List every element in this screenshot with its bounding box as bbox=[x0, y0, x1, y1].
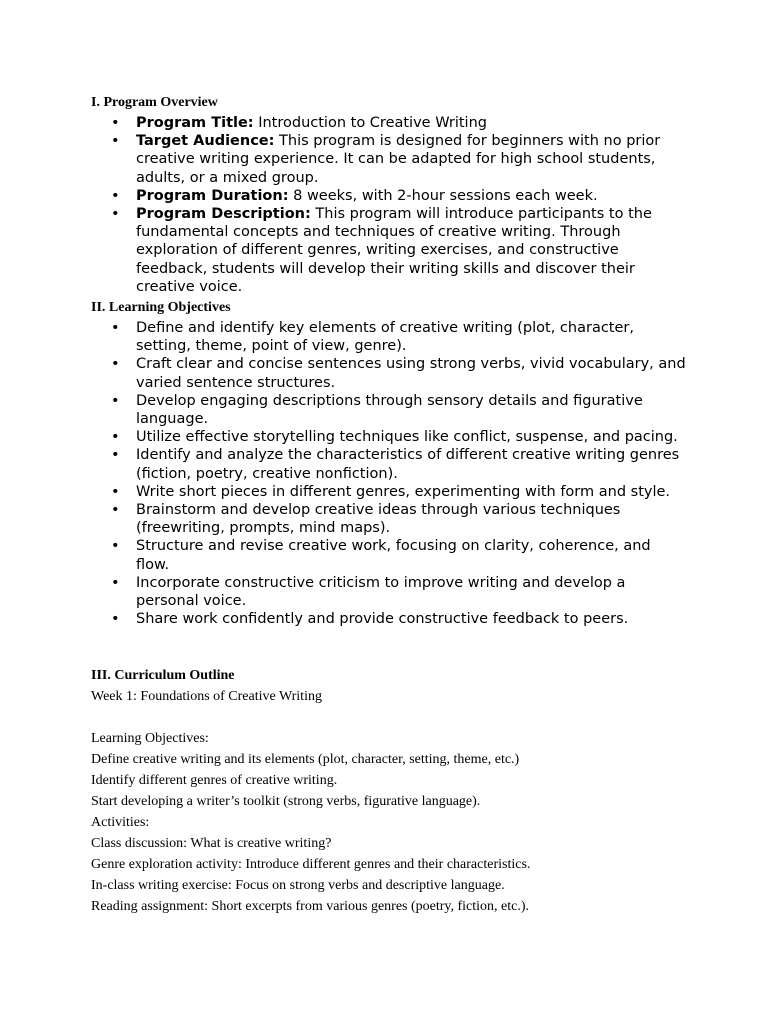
list-item bbox=[108, 501, 688, 537]
objective-line: Identify different genres of creative writing. bbox=[91, 773, 338, 788]
bullet-icon: • bbox=[111, 187, 120, 204]
bullet-icon: • bbox=[111, 115, 120, 131]
bullet-icon: • bbox=[111, 447, 120, 464]
activity-line: In-class writing exercise: Focus on strong verbs and descriptive language. bbox=[91, 878, 505, 893]
blank-line bbox=[91, 709, 711, 730]
bullet-icon: • bbox=[111, 538, 120, 555]
list-item bbox=[108, 355, 688, 391]
bullet-icon: • bbox=[111, 574, 120, 591]
item-text: Craft clear and concise sentences using strong verbs, vivid vocabulary, and varied sentence structures. bbox=[136, 356, 686, 391]
item-label: Target Audience: bbox=[136, 133, 275, 150]
section-heading-curriculum: III. Curriculum Outline bbox=[91, 668, 235, 683]
item-text: Introduction to Creative Writing bbox=[253, 115, 487, 131]
item-text: Define and identify key elements of creative writing (plot, character, setting, theme, point of view, genre). bbox=[136, 320, 634, 355]
list-item bbox=[108, 205, 688, 296]
objective-line: Start developing a writer’s toolkit (strong verbs, figurative language). bbox=[91, 794, 481, 809]
section-heading-overview: I. Program Overview bbox=[91, 95, 218, 110]
list-item bbox=[108, 537, 688, 573]
bullet-icon: • bbox=[111, 502, 120, 519]
list-item bbox=[108, 392, 688, 428]
objectives-list bbox=[108, 319, 688, 628]
item-text: Incorporate constructive criticism to improve writing and develop a personal voice. bbox=[136, 574, 626, 610]
list-item bbox=[108, 187, 688, 205]
bullet-icon: • bbox=[111, 356, 120, 373]
item-text: Develop engaging descriptions through sensory details and figurative language. bbox=[136, 392, 643, 428]
activity-line: Genre exploration activity: Introduce different genres and their characteristics. bbox=[91, 857, 531, 872]
bullet-icon: • bbox=[111, 133, 120, 150]
bullet-icon: • bbox=[111, 320, 120, 336]
item-text: Structure and revise creative work, focusing on clarity, coherence, and flow. bbox=[136, 538, 651, 573]
list-item bbox=[108, 610, 688, 628]
item-text: Write short pieces in different genres, experimenting with form and style. bbox=[136, 483, 671, 500]
list-item bbox=[108, 483, 688, 501]
item-text: Identify and analyze the characteristics of different creative writing genres (fiction, poetry, creative nonfiction). bbox=[136, 447, 680, 482]
item-label: Program Duration: bbox=[136, 187, 289, 204]
list-item bbox=[108, 132, 688, 187]
bullet-icon: • bbox=[111, 392, 120, 409]
bullet-icon: • bbox=[111, 206, 120, 223]
list-item bbox=[108, 446, 688, 482]
week-title: Week 1: Foundations of Creative Writing bbox=[91, 689, 322, 704]
overview-list bbox=[108, 114, 688, 296]
list-item bbox=[108, 114, 688, 132]
item-text: Utilize effective storytelling techniques like conflict, suspense, and pacing. bbox=[136, 429, 678, 446]
list-item bbox=[108, 319, 688, 355]
item-text: 8 weeks, with 2-hour sessions each week. bbox=[288, 187, 598, 204]
bullet-icon: • bbox=[111, 429, 120, 446]
item-label: Program Description: bbox=[136, 206, 311, 223]
activities-label: Activities: bbox=[91, 815, 150, 830]
item-text: This program is designed for beginners with no prior creative writing experience. It can be adapted for high school students, adults, or a mixed group. bbox=[136, 133, 661, 186]
curriculum-body bbox=[91, 688, 711, 919]
item-text: This program will introduce participants to the fundamental concepts and techniques of creative writing. Through exploration of different genres, writing exercises, and constructive feedback, students will develop their writing skills and discover their creative voice. bbox=[136, 206, 652, 295]
list-item bbox=[108, 428, 688, 446]
activity-line: Class discussion: What is creative writing? bbox=[91, 836, 332, 851]
bullet-icon: • bbox=[111, 483, 120, 500]
bullet-icon: • bbox=[111, 611, 120, 628]
item-label: Program Title: bbox=[136, 115, 254, 131]
activity-line: Reading assignment: Short excerpts from various genres (poetry, fiction, etc.). bbox=[91, 899, 530, 914]
item-text: Brainstorm and develop creative ideas through various techniques (freewriting, prompts, mind maps). bbox=[136, 502, 621, 537]
list-item bbox=[108, 574, 688, 610]
item-text: Share work confidently and provide constructive feedback to peers. bbox=[136, 611, 629, 628]
objectives-label: Learning Objectives: bbox=[91, 731, 209, 746]
section-heading-objectives: II. Learning Objectives bbox=[91, 300, 231, 315]
objective-line: Define creative writing and its elements (plot, character, setting, theme, etc.) bbox=[91, 752, 520, 767]
